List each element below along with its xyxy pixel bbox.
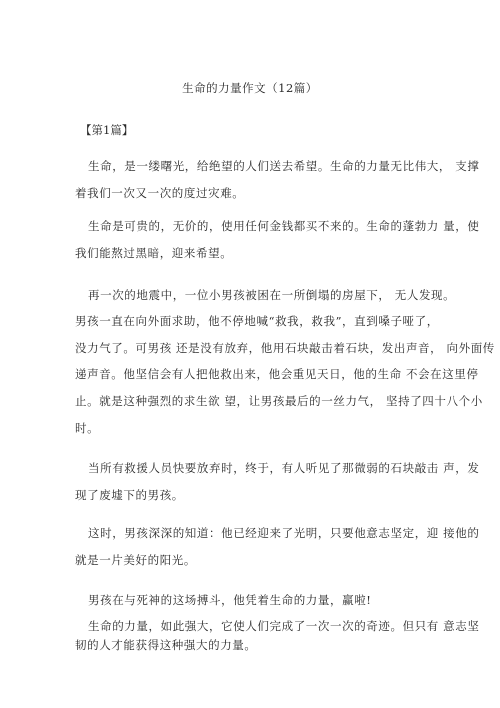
paragraph-line: 没力气了。可男孩 还是没有放弃，他用石块敲击着石块，发出声音， 向外面传 — [75, 341, 495, 355]
paragraph-line: 我们能熬过黑暗，迎来希望。 — [75, 246, 233, 260]
paragraph-line: 再一次的地震中，一位小男孩被困在一所倒塌的房屋下， 无人发现。 — [88, 288, 456, 302]
paragraph-line: 止。就是这种强烈的求生欲 望，让男孩最后的一丝力气， 坚持了四十八个小 — [75, 394, 483, 408]
document-title: 生命的力量作文（12篇） — [182, 81, 318, 95]
paragraph-line: 生命的力量，如此强大，它使人们完成了一次一次的奇迹。但只有 意志坚 — [88, 619, 480, 633]
section-heading: 【第1篇】 — [80, 123, 134, 137]
paragraph-line: 当所有救援人员快要放弃时，终于，有人听见了那微弱的石块敲击 声，发 — [88, 461, 480, 475]
paragraph-line: 生命，是一缕曙光，给绝望的人们送去希望。生命的力量无比伟大， 支撑 — [88, 159, 480, 173]
paragraph-line: 男孩在与死神的这场搏斗，他凭着生命的力量，赢啦! — [88, 593, 372, 607]
paragraph-line: 时。 — [75, 421, 100, 435]
paragraph-line: 男孩一直在向外面求助，他不停地喊“救我，救我”，直到嗓子哑了， — [75, 314, 439, 328]
paragraph-line: 递声音。他坚信会有人把他救出来，他会重见天日，他的生命 不会在这里停 — [75, 367, 479, 381]
paragraph-line: 着我们一次又一次的度过灾难。 — [75, 186, 245, 200]
paragraph-line: 现了废墟下的男孩。 — [75, 488, 184, 502]
paragraph-line: 这时，男孩深深的知道：他已经迎来了光明，只要他意志坚定，迎 接他的 — [88, 526, 480, 540]
paragraph-line: 就是一片美好的阳光。 — [75, 553, 196, 567]
paragraph-line: 韧的人才能获得这种强大的力量。 — [75, 638, 257, 652]
paragraph-line: 生命是可贵的，无价的，使用任何金钱都买不来的。生命的蓬勃力 量，使 — [88, 219, 480, 233]
